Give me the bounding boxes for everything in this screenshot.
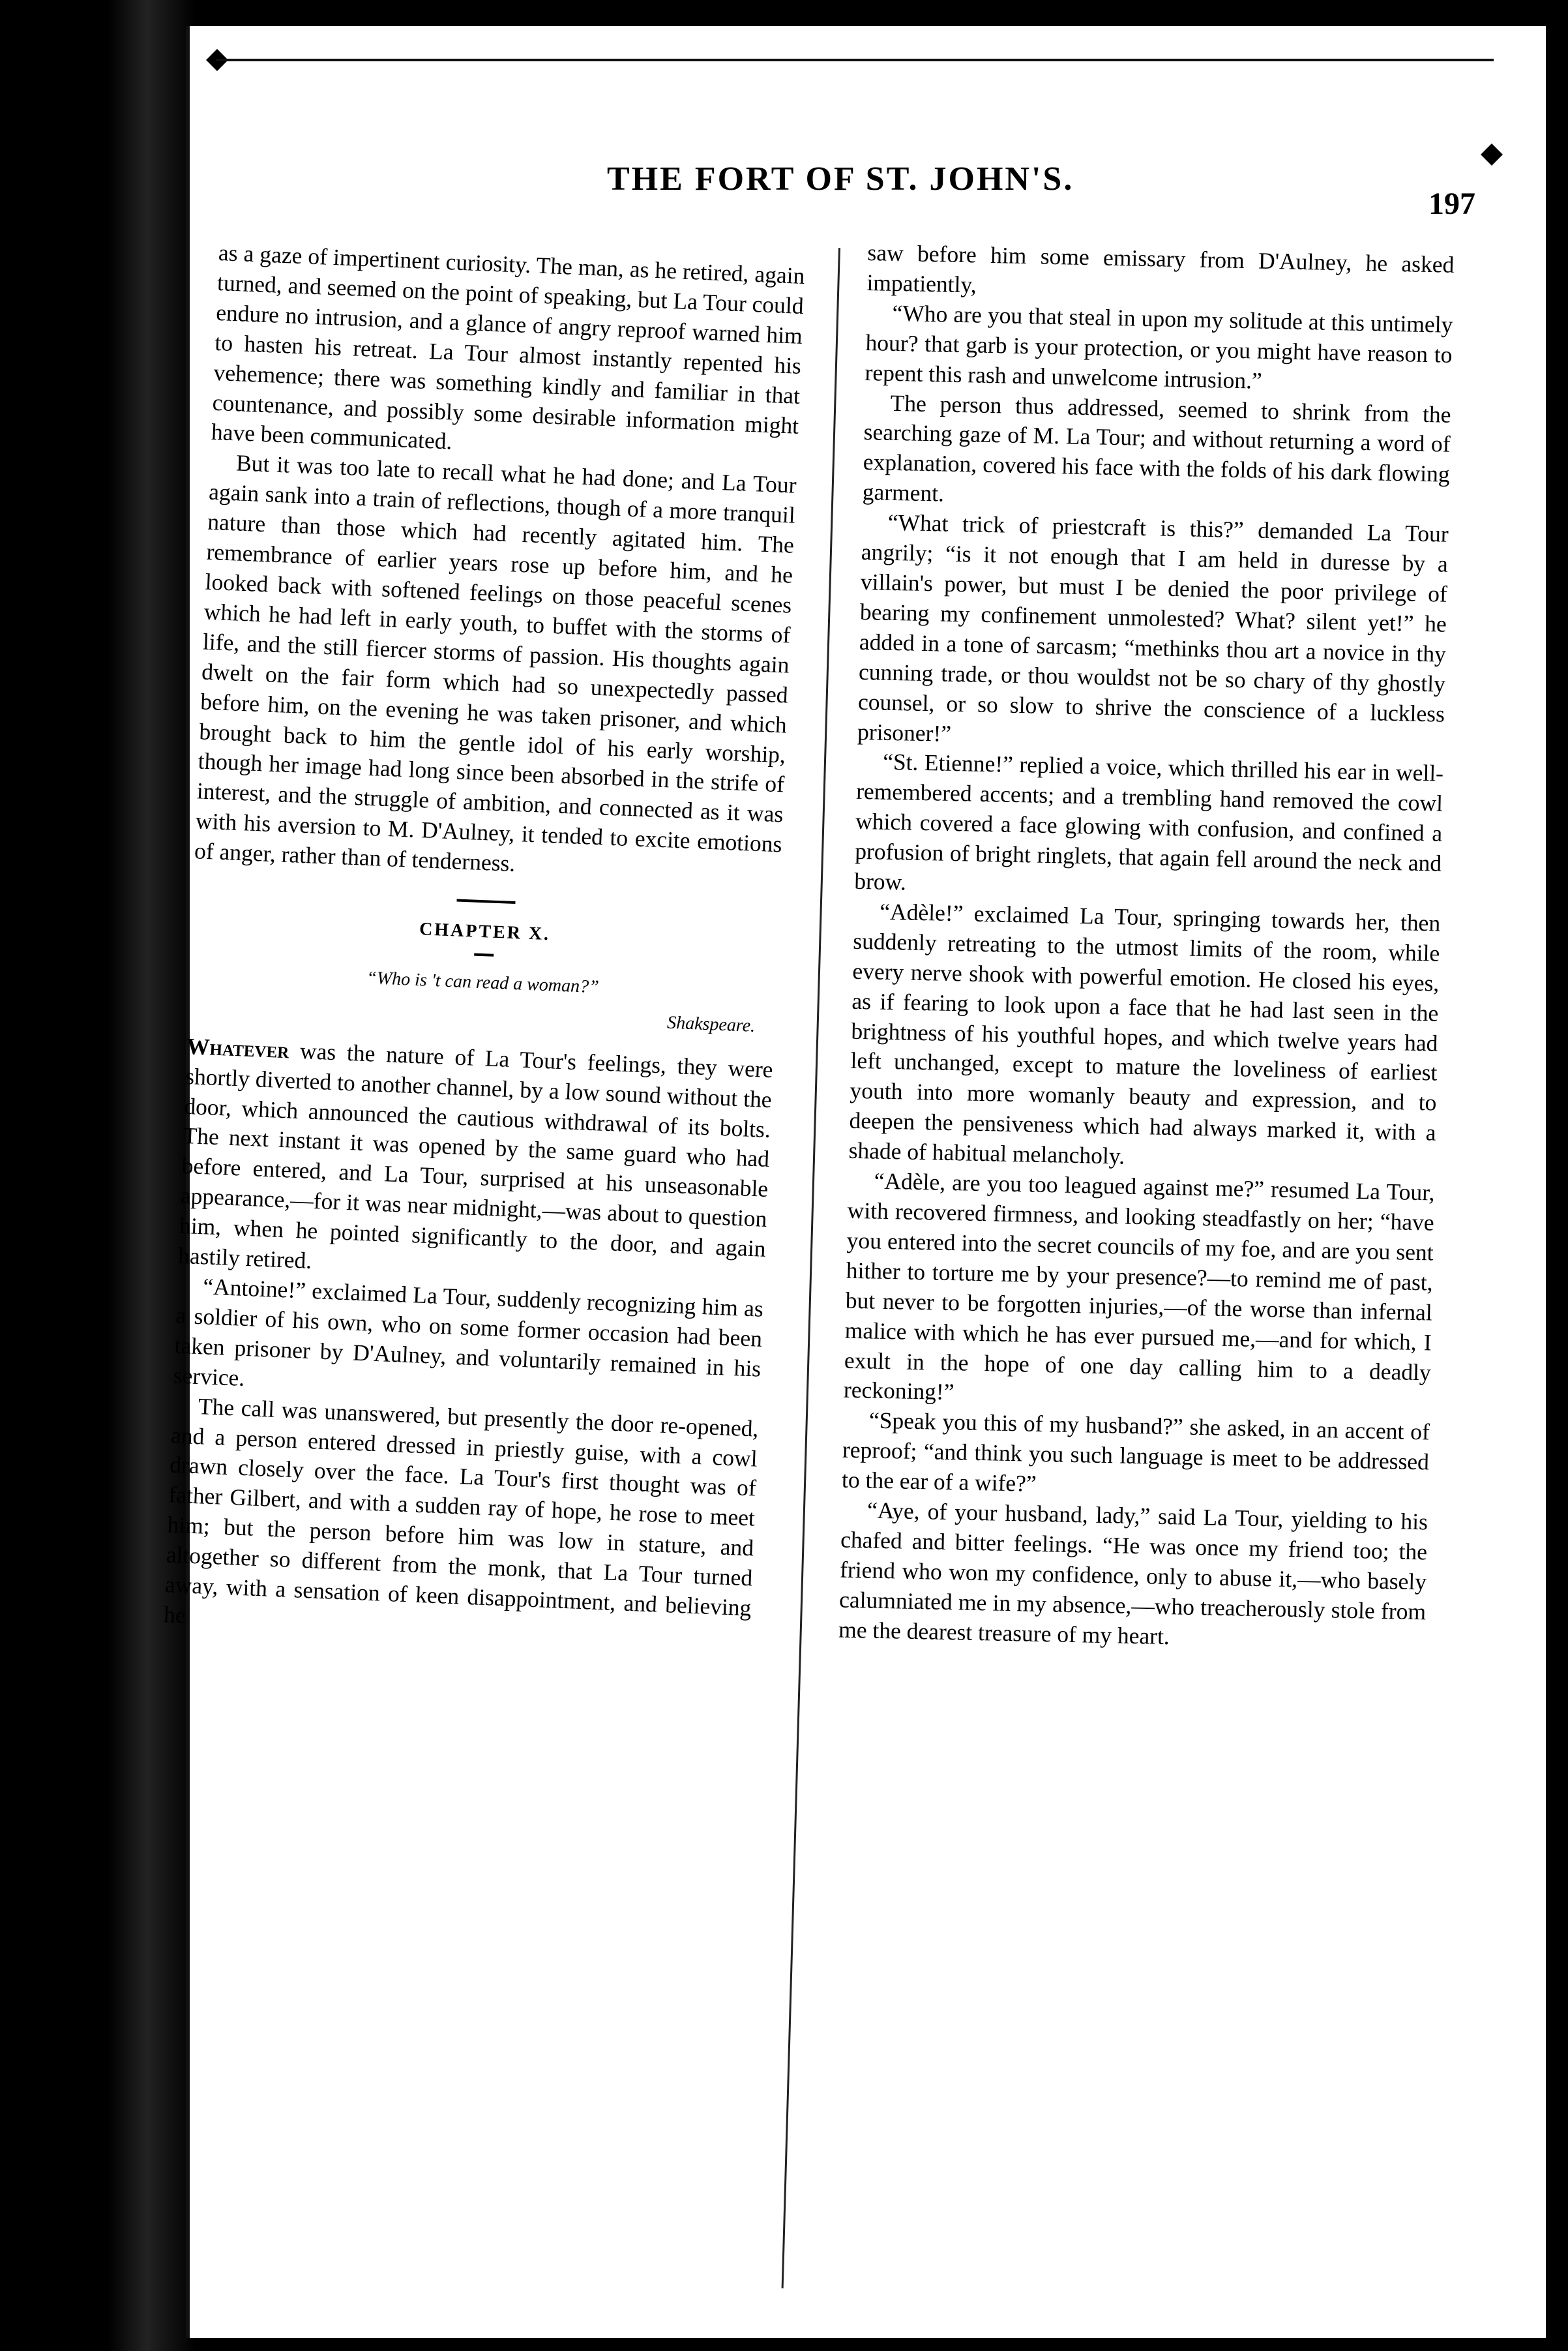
section-rule — [456, 899, 515, 904]
paragraph: as a gaze of impertinent curiosity. The man, as he retired, again turned, and seemed on the point of speaking, but La Tour could endure no intrusion, and a glance of angry reproof warned him to hasten his retreat. La Tour almost instantly repented his vehemence; there was something kindly and familiar in that countenance, and possibly some desirable information might have been communicated. — [211, 239, 806, 455]
paragraph: “St. Etienne!” replied a voice, which thrilled his ear in well-remembered accents; and a trembling hand removed the cowl which covered a face glowing with confusion, and confined a profusion of bright ringlets, that again fell around the neck and brow. — [853, 749, 1444, 895]
chapter-heading: CHAPTER X. — [419, 919, 551, 945]
chapter-heading-block — [188, 888, 779, 1042]
paragraph: But it was too late to recall what he had done; and La Tour again sank into a train of reflections, though of a more tranquil nature than those which had recently agitated him. The remembrance of earlier years rose up before him, and he looked back with softened feelings on those peaceful scenes which he had left in early youth, to buffet with the storms of life, and the still fiercer storms of passion. His thoughts again dwelt on the fair form which had so unexpectedly passed before him, on the evening he was taken prisoner, and which brought back to him the gentle idol of his early worship, though her image had long since been absorbed in the strife of interest, and the struggle of ambition, and connected as it was with his aversion to M. D'Aulney, it tended to excite emotions of anger, rather than of tenderness. — [194, 449, 797, 877]
paragraph: saw before him some emissary from D'Aulney, he asked impatiently, — [866, 239, 1455, 298]
paragraph: “Aye, of your husband, lady,” said La Tour, yielding to his chafed and bitter feelings. “He was once my friend too; the friend who won my confidence, only to abuse it,—who basely calumniated me in my absence,—who treacherously stole from me the dearest treasure of my heart. — [838, 1497, 1428, 1649]
paragraph: The call was unanswered, but presently the door re-opened, and a person entered dressed in priestly guise, with a cowl drawn closely over the face. La Tour's first thought was of father Gilbert, and with a sudden ray of hope, he rose to meet him; but the person before him was low in stature, and altogether so different from the monk, that La Tour turned away, with a sensation of keen disappointment, and believing he — [163, 1392, 760, 1628]
book-page — [163, 26, 1546, 2338]
drop-word: Whatever — [186, 1032, 290, 1064]
running-title: THE FORT OF ST. JOHN'S. — [607, 160, 1074, 198]
paragraph: “Adèle, are you too leagued against me?” resumed La Tour, with recovered firmness, and looking steadfastly on her; “have you entered into the secret councils of my foe, and are you sent hither to torture me by your presence?—to remind me of past, but never to be forgotten injuries,—of the worse than infernal malice with which he has ever pursued me,—and for which, I exult in the hope of one day calling him to a deadly reckoning!” — [843, 1167, 1435, 1405]
left-column — [163, 238, 805, 1653]
top-border-rule — [216, 59, 1494, 61]
paragraph-text: was the nature of La Tour's feelings, they were shortly diverted to another channel, by a low sound without the door, which announced the cautious withdrawal of its bolts. The next instant it was opened by the same guard who had before entered, and La Tour, surprised at his unseasonable appearance,—for it was near midnight,—was about to question him, when he pointed significantly to the door, and again hastily retired. — [177, 1037, 774, 1274]
paragraph: “Adèle!” exclaimed La Tour, springing towards her, then suddenly retreating to the utmost limits of the room, while every nerve shook with powerful emotion. He closed his eyes, as if fearing to look upon a face that he had last seen in the brightness of his youthful hopes, and which twelve years had left unchanged, except to mature the loveliness of earliest youth into more womanly beauty and expression, and to deepen the pensiveness which had always marked it, with a shade of habitual melancholy. — [848, 898, 1441, 1169]
epigraph: “Who is 't can read a woman?” — [366, 967, 600, 998]
book-gutter-shadow — [0, 0, 196, 2351]
paragraph: “Who are you that steal in upon my solitude at this untimely hour? that garb is your protection, or you might have reason to repent this rash and unwelcome intrusion.” — [865, 299, 1453, 394]
paragraph: The person thus addressed, seemed to shrink from the searching gaze of M. La Tour; and without returning a word of explanation, covered his face with the folds of his dark flowing garment. — [862, 389, 1451, 507]
paragraph: “Antoine!” exclaimed La Tour, suddenly recognizing him as a soldier of his own, who on some former occasion had been taken prisoner by D'Aulney, and voluntarily remained in his service. — [173, 1273, 764, 1391]
section-rule — [474, 953, 494, 957]
paragraph — [177, 1032, 773, 1295]
paragraph: “Speak you this of my husband?” she asked, in an accent of reproof; “and think you such language is meet to be addressed to the ear of a wife?” — [841, 1407, 1430, 1497]
paragraph: “What trick of priestcraft is this?” demanded La Tour angrily; “is it not enough that I am held in duresse by a villain's power, but must I be denied the poor privilege of bearing my confinement unmolested? What? silent yet!” he added in a tone of sarcasm; “methinks thou art a novice in thy cunning trade, or thou wouldst not be so chary of thy ghostly counsel, or so slow to shrive the conscience of a luckless prisoner!” — [857, 509, 1449, 747]
running-head — [190, 160, 1546, 221]
right-column — [838, 238, 1455, 1657]
epigraph-attribution: Shakspeare. — [666, 1012, 756, 1036]
page-number: 197 — [1428, 187, 1475, 221]
